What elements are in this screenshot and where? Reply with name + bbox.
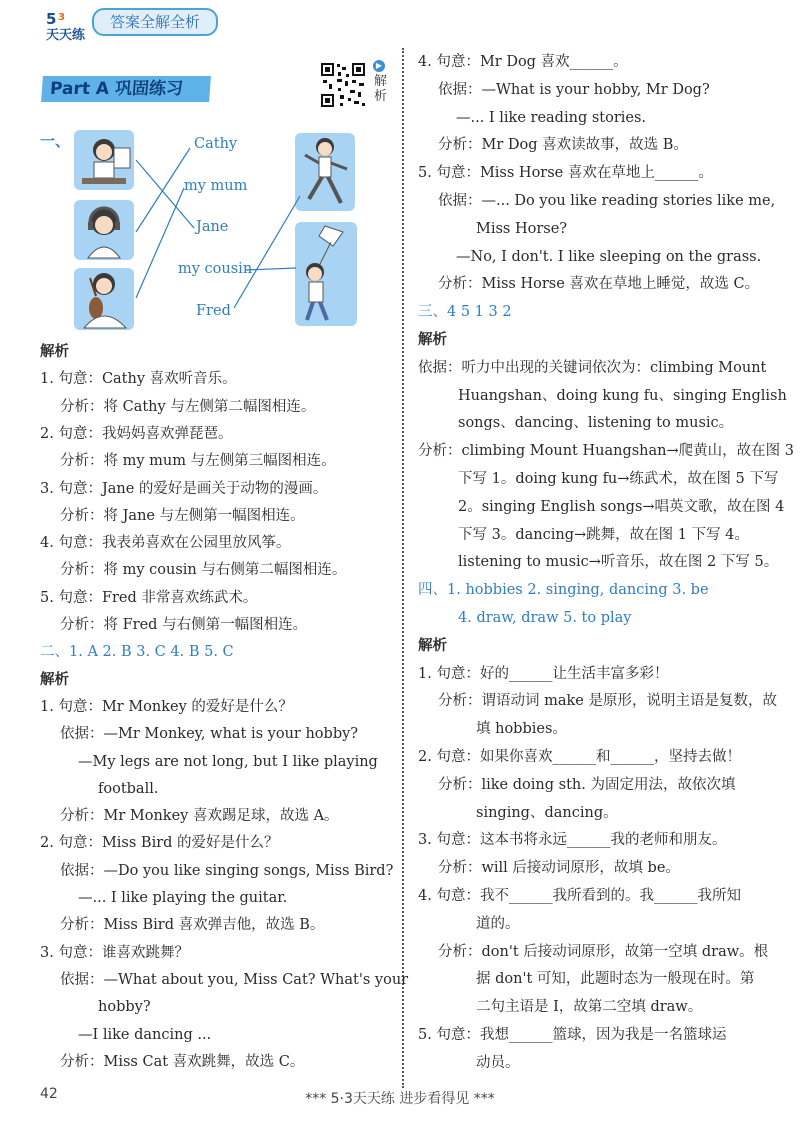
matching-lines — [0, 0, 400, 340]
text-line: 1. 句意：Cathy 喜欢听音乐。 — [40, 371, 237, 388]
text-line: 依据：—What is your hobby, Mr Dog? — [438, 81, 710, 98]
text-line: 道的。 — [476, 915, 520, 932]
text-line: 二句主语是 I，故第二空填 draw。 — [476, 999, 703, 1016]
play-icon[interactable]: ▶ — [373, 60, 385, 72]
text-line: 3. 句意：Jane 的爱好是画关于动物的漫画。 — [40, 480, 328, 497]
text-line: 分析：将 Fred 与右侧第一幅图相连。 — [60, 617, 308, 633]
text-line: 分析：Miss Horse 喜欢在草地上睡觉，故选 C。 — [438, 276, 760, 293]
jiexi-heading: 解析 — [40, 344, 69, 360]
text-line: 5. 句意：Fred 非常喜欢练武术。 — [40, 589, 258, 606]
text-line: —My legs are not long, but I like playing — [78, 753, 378, 770]
answer-line: 二、1. A 2. B 3. C 4. B 5. C — [40, 644, 234, 661]
text-line: singing、dancing。 — [476, 804, 618, 821]
match-name-3: Jane — [196, 219, 229, 235]
match-name-5: Fred — [196, 303, 231, 319]
text-line: —No, I don't. I like sleeping on the grass. — [456, 248, 762, 265]
text-line: 分析：like doing sth. 为固定用法，故依次填 — [438, 776, 736, 793]
text-line: 4. 句意：我表弟喜欢在公园里放风筝。 — [40, 535, 291, 552]
text-line: 据 don't 可知，此题时态为一般现在时。第 — [476, 971, 755, 988]
text-line: 3. 句意：这本书将永远______我的老师和朋友。 — [418, 832, 727, 849]
text-line: 分析：Mr Monkey 喜欢踢足球，故选 A。 — [60, 808, 339, 825]
jiexi-heading: 解析 — [40, 671, 69, 688]
svg-text:天天练: 天天练 — [46, 28, 86, 42]
text-line: 依据：听力中出现的关键词依次为：climbing Mount — [418, 359, 767, 376]
text-line: 5. 句意：我想______篮球，因为我是一名篮球运 — [418, 1027, 727, 1043]
text-line: Huangshan、doing kung fu、singing English — [458, 387, 787, 404]
text-line: listening to music→听音乐，故在图 2 下写 5。 — [458, 554, 779, 571]
text-line: 4. 句意：Mr Dog 喜欢______。 — [418, 54, 628, 70]
text-line: 分析：将 my mum 与左侧第三幅图相连。 — [60, 453, 336, 470]
text-line: 填 hobbies。 — [476, 721, 567, 738]
text-line: —I like dancing ... — [78, 1026, 212, 1043]
text-line: 2. 句意：如果你喜欢______和______，坚持去做！ — [418, 749, 741, 765]
text-line: 分析：将 my cousin 与右侧第二幅图相连。 — [60, 562, 347, 579]
part1-number: 一、 — [40, 132, 71, 150]
section-title: Part A 巩固练习 — [41, 76, 211, 102]
text-line: 分析：谓语动词 make 是原形，说明主语是复数，故 — [438, 693, 777, 710]
text-line: 动员。 — [476, 1054, 520, 1071]
text-line: songs、dancing、listening to music。 — [458, 415, 734, 432]
svg-text:3: 3 — [58, 12, 65, 23]
text-line: football. — [98, 780, 159, 797]
text-line: 分析：Mr Dog 喜欢读故事，故选 B。 — [438, 137, 688, 154]
column-divider — [402, 48, 404, 1088]
text-line: 1. 句意：Mr Monkey 的爱好是什么？ — [40, 698, 293, 715]
text-line: 依据：—What about you, Miss Cat? What's your — [60, 971, 409, 988]
page-number: 42 — [40, 1086, 58, 1102]
text-line: 分析：将 Cathy 与左侧第二幅图相连。 — [60, 398, 316, 415]
match-name-4: my cousin — [178, 261, 253, 277]
answer-line: 三、4 5 1 3 2 — [418, 304, 512, 321]
jiexi-heading: 解析 — [418, 637, 447, 654]
text-line: 依据：—... Do you like reading stories like me, — [438, 193, 776, 209]
text-line: 分析：don't 后接动词原形，故第一空填 draw。根 — [438, 943, 769, 960]
jiexi-heading: 解析 — [418, 332, 447, 348]
qr-label: 解析 — [374, 74, 388, 104]
text-line: 分析：Miss Cat 喜欢跳舞，故选 C。 — [60, 1053, 305, 1070]
svg-text:5: 5 — [46, 10, 57, 28]
text-line: —... I like playing the guitar. — [78, 890, 288, 906]
header-pill: 答案全解全析 — [92, 8, 218, 36]
match-name-2: my mum — [184, 178, 248, 194]
text-line: 分析：climbing Mount Huangshan→爬黄山，故在图 3 — [418, 443, 794, 460]
text-line: hobby? — [98, 999, 151, 1016]
text-line: —... I like reading stories. — [456, 109, 647, 126]
answer-line: 四、1. hobbies 2. singing, dancing 3. be — [418, 582, 709, 599]
match-name-1: Cathy — [194, 136, 238, 152]
text-line: 下写 1。doing kung fu→练武术，故在图 5 下写 — [458, 471, 779, 487]
answer-line: 4. draw, draw 5. to play — [458, 610, 632, 626]
text-line: 下写 3。dancing→跳舞，故在图 1 下写 4。 — [458, 526, 749, 543]
text-line: 3. 句意：谁喜欢跳舞？ — [40, 944, 189, 961]
text-line: 2。singing English songs→唱英文歌，故在图 4 — [458, 498, 785, 515]
text-line: 5. 句意：Miss Horse 喜欢在草地上______。 — [418, 165, 713, 182]
text-line: 依据：—Mr Monkey, what is your hobby? — [60, 726, 359, 743]
text-line: 分析：will 后接动词原形，故填 be。 — [438, 860, 680, 877]
footer-slogan: *** 5·3天天练 进步看得见 *** — [305, 1091, 495, 1107]
text-line: 1. 句意：好的______让生活丰富多彩！ — [418, 665, 669, 682]
text-line: 依据：—Do you like singing songs, Miss Bird? — [60, 862, 394, 879]
text-line: 2. 句意：我妈妈喜欢弹琵琶。 — [40, 425, 233, 442]
text-line: 分析：Miss Bird 喜欢弹吉他，故选 B。 — [60, 917, 325, 934]
text-line: 分析：将 Jane 与左侧第一幅图相连。 — [60, 507, 305, 524]
text-line: 4. 句意：我不______我所看到的。我______我所知 — [418, 888, 741, 904]
text-line: 2. 句意：Miss Bird 的爱好是什么？ — [40, 835, 279, 852]
text-line: Miss Horse? — [476, 220, 568, 237]
